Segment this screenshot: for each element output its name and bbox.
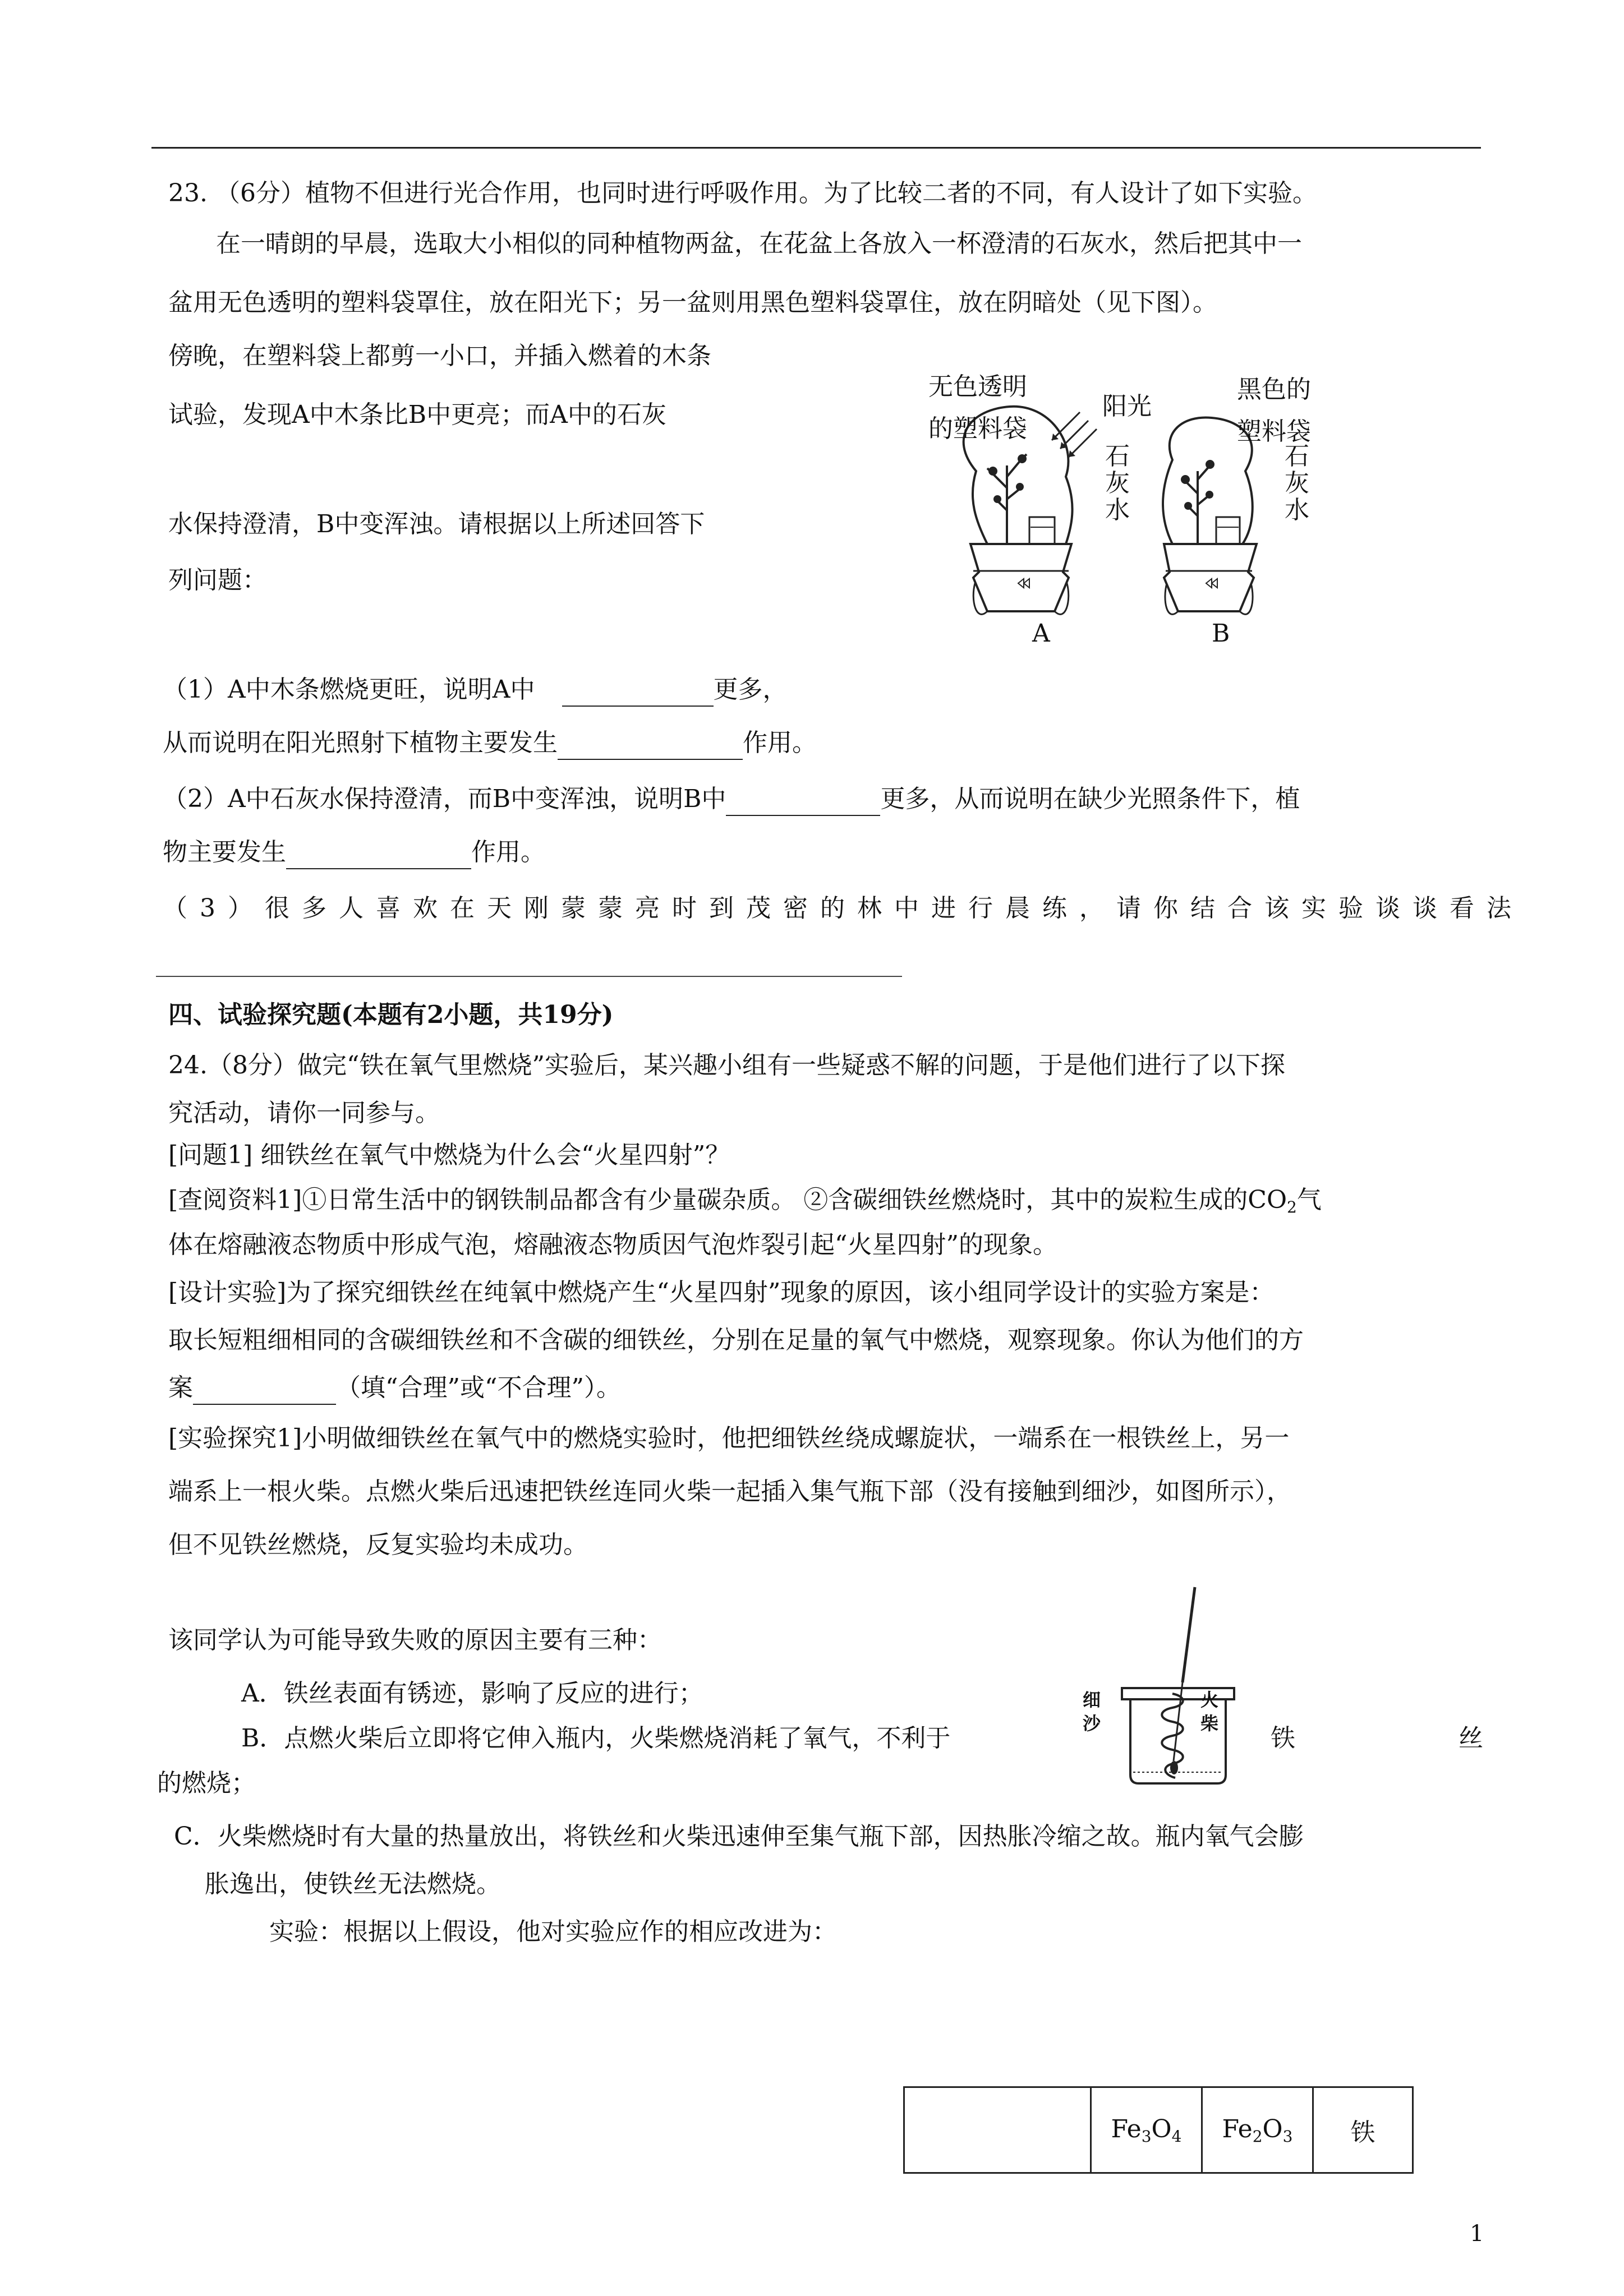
section-four-heading: 四、试验探究题(本题有2小题，共19分) — [168, 1001, 614, 1029]
q23-left-2: 试验，发现A中木条比B中更亮；而A中的石灰 — [168, 400, 666, 429]
label-clear-bag-1: 无色透明 — [928, 372, 1027, 401]
table-cell-fe2o3: $Fe_2O_3$ — [1202, 2087, 1313, 2173]
q23-title: 23. （6分）植物不但进行光合作用，也同时进行呼吸作用。为了比较二者的不同，有人设计了如下实验。 — [168, 179, 1317, 208]
label-black-bag-2: 塑料袋 — [1237, 417, 1311, 446]
sun-rays — [1052, 412, 1097, 457]
header-rule — [151, 147, 1481, 149]
q24-reason-b-wire: 丝 — [1459, 1724, 1483, 1753]
q23-left-4: 列问题： — [168, 566, 267, 594]
q24-question-1: [问题1] 细铁丝在氧气中燃烧为什么会“火星四射”？ — [168, 1141, 730, 1169]
q24-reference-1: [查阅资料1]①日常生活中的钢铁制品都含有少量碳杂质。 ②含碳细铁丝燃烧时，其中的炭粒生成的$CO_2$气 — [168, 1186, 1322, 1216]
answer-blank-2[interactable] — [558, 734, 743, 760]
label-clear-bag-2: 的塑料袋 — [928, 414, 1027, 443]
label-match: 火柴 — [1200, 1689, 1219, 1734]
q23-left-3: 水保持澄清，B中变浑浊。请根据以上所述回答下 — [168, 510, 705, 538]
q23-left-1: 傍晚，在塑料袋上都剪一小口，并插入燃着的木条 — [168, 342, 711, 370]
q24-line-1: 24.（8分）做完“铁在氧气里燃烧”实验后，某兴趣小组有一些疑惑不解的问题，于是他们进行了以下探 — [168, 1051, 1285, 1080]
label-lime-water-b: 石灰水 — [1285, 442, 1309, 524]
q24-line-2: 究活动，请你一同参与。 — [168, 1099, 440, 1127]
label-black-bag-1: 黑色的 — [1237, 375, 1311, 404]
q24-reason-a: A．铁丝表面有锈迹，影响了反应的进行； — [241, 1679, 703, 1708]
answer-line-part3[interactable] — [156, 976, 902, 977]
table-row — [904, 2087, 1413, 2173]
table-cell-iron: 铁 — [1313, 2087, 1413, 2173]
q23-intro-2: 盆用无色透明的塑料袋罩住，放在阳光下；另一盆则用黑色塑料袋罩住，放在阴暗处（见下图）。 — [168, 288, 1217, 317]
caption-a: A — [1032, 619, 1050, 648]
label-lime-water-a: 石灰水 — [1105, 442, 1130, 524]
page-number: 1 — [1470, 2221, 1484, 2247]
q24-design-2: 取长短粗细相同的含碳细铁丝和不含碳的细铁丝，分别在足量的氧气中燃烧，观察现象。你认为他们的方 — [168, 1326, 1304, 1354]
answer-blank-3[interactable] — [726, 790, 880, 816]
oxide-table — [903, 2086, 1414, 2174]
table-cell-fe3o4: $Fe_3O_4$ — [1091, 2087, 1202, 2173]
q24-reason-c-2: 胀逸出，使铁丝无法燃烧。 — [205, 1870, 501, 1898]
table-cell-blank — [904, 2087, 1091, 2173]
gas-jar-figure — [1083, 1582, 1262, 1795]
q23-part1-line1: （1）A中木条燃烧更旺，说明A中 更多， — [163, 673, 788, 707]
answer-blank-4[interactable] — [286, 843, 471, 869]
q23-part3: （3）很多人喜欢在天刚蒙蒙亮时到茂密的林中进行晨练，请你结合该实验谈谈看法 — [163, 894, 1524, 923]
answer-blank-5[interactable] — [193, 1379, 336, 1405]
q24-design-3: 案 （填“合理”或“不合理”）。 — [168, 1371, 621, 1405]
q23-part1-line2: 从而说明在阳光照射下植物主要发生 作用。 — [163, 726, 817, 760]
q24-experiment-improve: 实验：根据以上假设，他对实验应作的相应改进为： — [269, 1917, 837, 1946]
q24-reference-2: 体在熔融液态物质中形成气泡，熔融液态物质因气泡炸裂引起“火星四射”的现象。 — [168, 1230, 1057, 1259]
q24-experiment-1: [实验探究1]小明做细铁丝在氧气中的燃烧实验时，他把细铁丝绕成螺旋状，一端系在一根铁丝上，另一 — [168, 1424, 1290, 1453]
q24-reasons-intro: 该同学认为可能导致失败的原因主要有三种： — [168, 1626, 662, 1654]
q24-reason-b-cont: 的燃烧； — [157, 1769, 256, 1797]
q24-reason-b: B．点燃火柴后立即将它伸入瓶内，火柴燃烧消耗了氧气，不利于 — [241, 1724, 951, 1753]
q24-experiment-3: 但不见铁丝燃烧，反复实验均未成功。 — [168, 1530, 588, 1559]
q24-reason-c-1: C．火柴燃烧时有大量的热量放出，将铁丝和火柴迅速伸至集气瓶下部，因热胀冷缩之故。瓶内氧气会膨 — [174, 1822, 1304, 1851]
q23-part2-line1: （2）A中石灰水保持澄清，而B中变浑浊，说明B中 更多，从而说明在缺少光照条件下，植 — [163, 782, 1300, 816]
label-fine-sand: 细沙 — [1083, 1689, 1101, 1734]
q23-part2-line2: 物主要发生 作用。 — [163, 836, 545, 869]
q24-experiment-2: 端系上一根火柴。点燃火柴后迅速把铁丝连同火柴一起插入集气瓶下部（没有接触到细沙，如图所示）， — [168, 1477, 1291, 1506]
caption-b: B — [1212, 619, 1230, 648]
label-sunlight: 阳光 — [1102, 392, 1152, 421]
q24-reason-b-iron: 铁 — [1271, 1724, 1295, 1753]
q23-intro-1: 在一晴朗的早晨，选取大小相似的同种植物两盆，在花盆上各放入一杯澄清的石灰水，然后把其中一 — [216, 229, 1302, 258]
answer-blank-1[interactable] — [562, 681, 714, 707]
q24-design-1: [设计实验]为了探究细铁丝在纯氧中燃烧产生“火星四射”现象的原因，该小组同学设计的实验方案是： — [168, 1278, 1275, 1307]
